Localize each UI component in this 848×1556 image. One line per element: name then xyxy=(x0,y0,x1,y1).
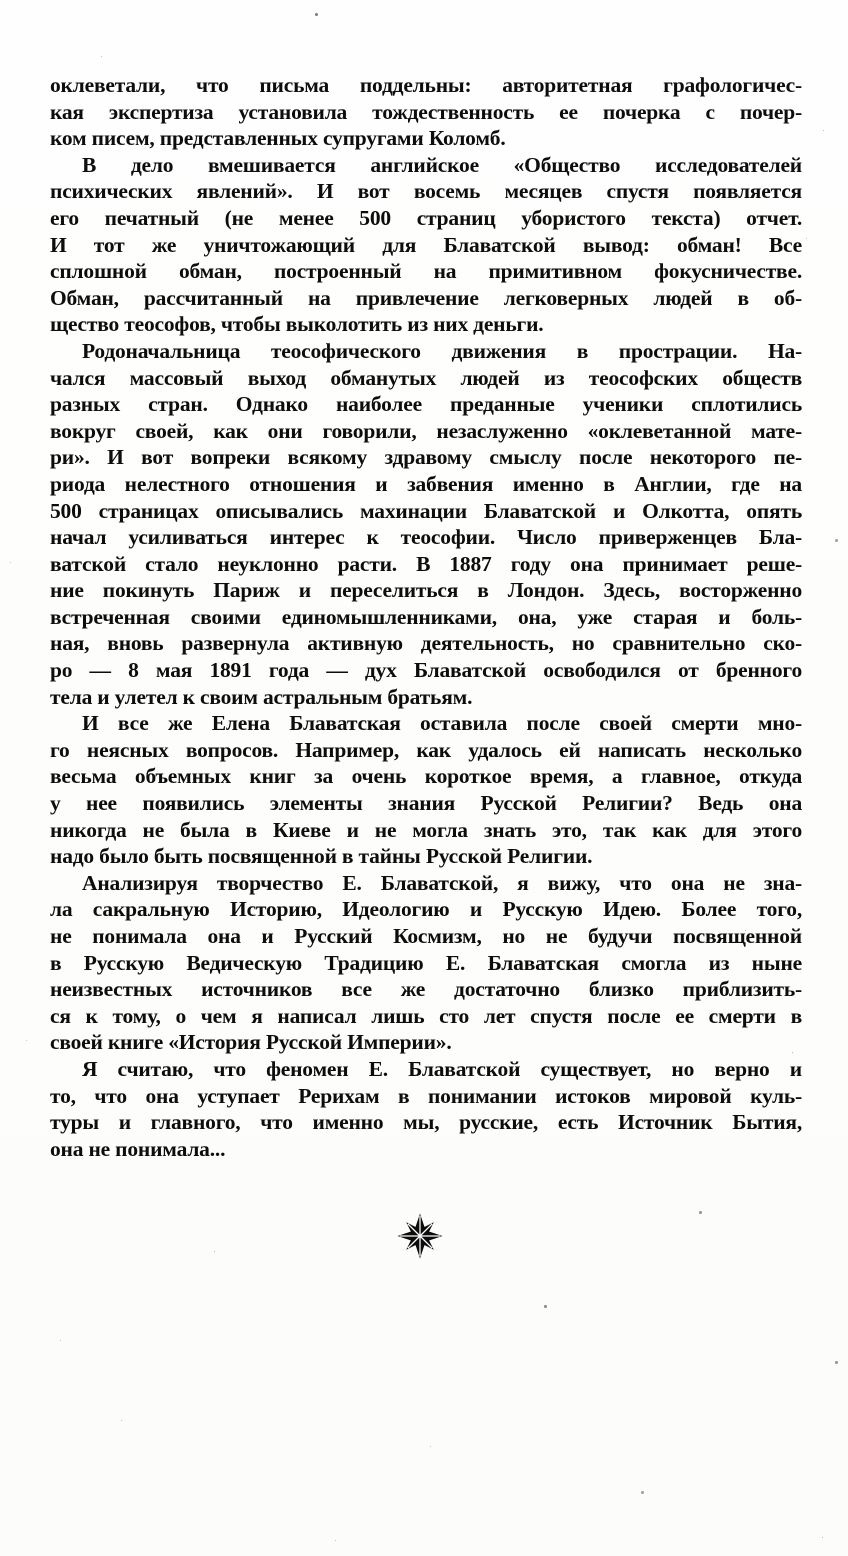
text-line: у нее появились элементы знания Русской Религии? Ведь она xyxy=(50,791,802,816)
text-line: кая экспертиза установила тождественность ее почерка с почер- xyxy=(50,99,802,124)
text-block xyxy=(50,72,802,1162)
text-line: ние покинуть Париж и переселиться в Лондон. Здесь, восторженно xyxy=(50,578,802,603)
text-line: чался массовый выход обманутых людей из теософских обществ xyxy=(50,365,802,390)
text-line: своей книге «История Русской Империи». xyxy=(50,1030,452,1055)
text-line: И все же Елена Блаватская оставила после своей смерти мно- xyxy=(82,711,802,736)
text-line: тела и улетел к своим астральным братьям. xyxy=(50,684,473,709)
text-line: го неясных вопросов. Например, как удалось ей написать несколько xyxy=(50,737,802,762)
text-line: оклеветали, что письма поддельны: авторитетная графологичес- xyxy=(50,73,802,97)
text-line: щество теософов, чтобы выколотить из них деньги. xyxy=(50,312,544,337)
paragraph xyxy=(50,152,802,338)
text-line: вокруг своей, как они говорили, незаслуженно «оклеветанной мате- xyxy=(50,418,802,443)
text-line: в Русскую Ведическую Традицию Е. Блаватская смогла из ныне xyxy=(50,950,802,975)
paragraph xyxy=(50,710,802,870)
text-line: сплошной обман, построенный на примитивном фокусничестве. xyxy=(50,259,802,284)
text-line: разных стран. Однако наиболее преданные ученики сплотились xyxy=(50,392,802,417)
text-line: Обман, рассчитанный на привлечение легковерных людей в об- xyxy=(50,285,802,310)
text-line: его печатный (не менее 500 страниц убористого текста) отчет. xyxy=(50,205,802,230)
paragraph xyxy=(50,1056,802,1162)
scan-noise-speckles xyxy=(0,0,1,1)
text-line: встреченная своими единомышленниками, она, уже старая и боль- xyxy=(50,604,802,629)
text-line: никогда не была в Киеве и не могла знать это, так как для этого xyxy=(50,817,802,842)
text-line: ватской стало неуклонно расти. В 1887 году она принимает реше- xyxy=(50,551,802,576)
text-line: ри». И вот вопреки всякому здравому смыслу после некоторого пе- xyxy=(50,445,802,470)
text-line: 500 страницах описывались махинации Блаватской и Олкотта, опять xyxy=(50,498,802,523)
eight-pointed-star-icon xyxy=(396,1207,444,1265)
text-line: туры и главного, что именно мы, русские, есть Источник Бытия, xyxy=(50,1110,802,1135)
text-line: ро — 8 мая 1891 года — дух Блаватской освободился от бренного xyxy=(50,658,802,683)
text-line: начал усиливаться интерес к теософии. Число приверженцев Бла- xyxy=(50,525,802,550)
text-line: то, что она уступает Рерихам в понимании истоков мировой куль- xyxy=(50,1083,802,1108)
paragraph xyxy=(50,870,802,1056)
text-line: психических явлений». И вот восемь месяцев спустя появляется xyxy=(50,179,802,204)
text-line: И тот же уничтожающий для Блаватской вывод: обман! Все xyxy=(50,232,802,257)
text-line: она не понимала... xyxy=(50,1136,226,1161)
text-line: Родоначальница теософического движения в прострации. На- xyxy=(82,338,802,363)
text-line: Анализируя творчество Е. Блаватской, я вижу, что она не зна- xyxy=(82,870,802,895)
text-line: не понимала она и Русский Космизм, но не будучи посвященной xyxy=(50,924,802,948)
paragraph xyxy=(50,72,802,152)
text-line: неизвестных источников все же достаточно близко приблизить- xyxy=(50,977,802,1002)
text-line: надо было быть посвященной в тайны Русской Религии. xyxy=(50,844,593,869)
text-line: ся к тому, о чем я написал лишь сто лет спустя после ее смерти в xyxy=(50,1003,802,1028)
text-line: Я считаю, что феномен Е. Блаватской существует, но верно и xyxy=(82,1056,802,1081)
text-line: ная, вновь развернула активную деятельность, но сравнительно ско- xyxy=(50,631,802,656)
text-line: риода нелестного отношения и забвения именно в Англии, где на xyxy=(50,471,802,496)
text-line: ком писем, представленных супругами Коломб. xyxy=(50,126,506,151)
text-line: ла сакральную Историю, Идеологию и Русскую Идею. Более того, xyxy=(50,897,802,922)
text-line: весьма объемных книг за очень короткое время, а главное, откуда xyxy=(50,764,802,789)
paragraph xyxy=(50,338,802,710)
text-line: В дело вмешивается английское «Общество исследователей xyxy=(82,152,802,177)
